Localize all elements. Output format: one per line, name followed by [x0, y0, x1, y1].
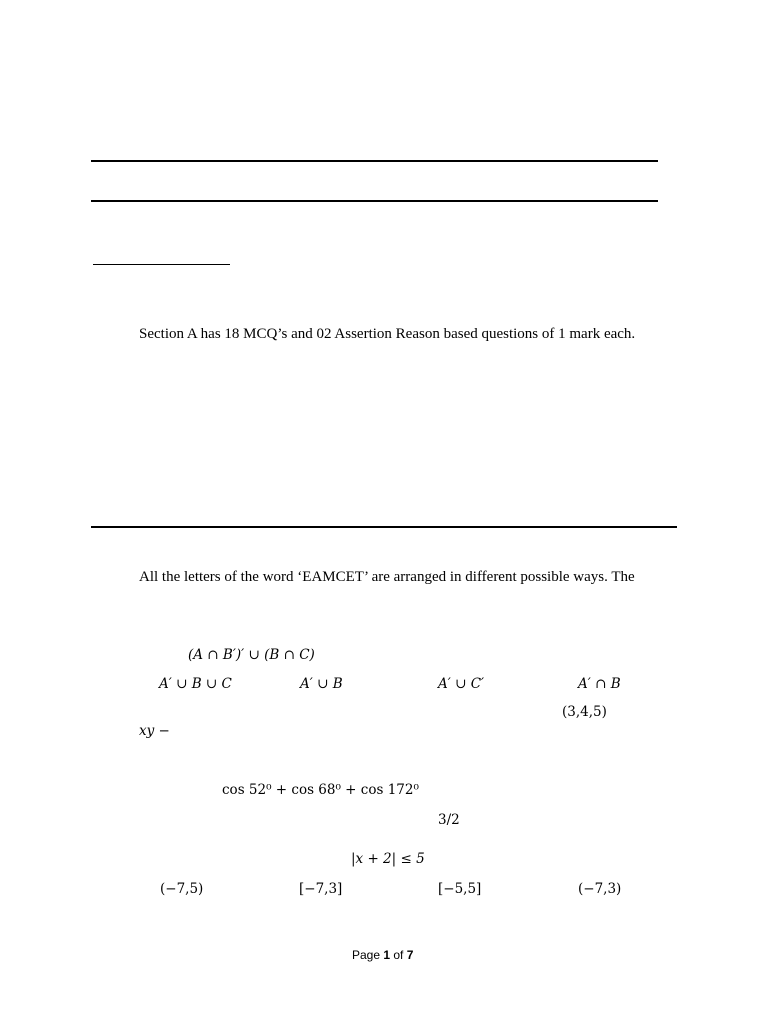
trig-value: 3/2: [438, 812, 460, 828]
interval-option-3: [−5,5]: [438, 881, 482, 897]
interval-option-2: [−7,3]: [299, 881, 343, 897]
page-footer: [352, 947, 413, 963]
section-divider: [91, 526, 677, 528]
interval-option-4: (−7,3): [578, 881, 622, 897]
xy-expression: xy −: [139, 723, 170, 739]
abs-inequality: |x + 2| ≤ 5: [351, 851, 425, 867]
page-prefix: Page: [352, 948, 384, 962]
set-expression: (A ∩ B′)′ ∪ (B ∩ C): [188, 647, 315, 663]
page-current: 1: [383, 948, 391, 962]
interval-option-1: (−7,5): [160, 881, 204, 897]
page-total: 7: [406, 948, 414, 962]
header-rule-bottom: [91, 200, 658, 202]
trig-expression: cos 52⁰ + cos 68⁰ + cos 172⁰: [222, 782, 419, 798]
set-option-4: A′ ∩ B: [578, 676, 621, 692]
section-a-instruction: Section A has 18 MCQ’s and 02 Assertion Reason based questions of 1 mark each.: [139, 326, 636, 342]
header-rule-top: [91, 160, 658, 162]
point-coordinates: (3,4,5): [562, 704, 607, 720]
short-underline: [93, 264, 230, 265]
set-option-2: A′ ∪ B: [300, 676, 343, 692]
set-option-3: A′ ∪ C′: [438, 676, 485, 692]
set-option-1: A′ ∪ B ∪ C: [159, 676, 232, 692]
page-of: of: [390, 948, 407, 962]
question-eamcet-text: All the letters of the word ‘EAMCET’ are arranged in different possible ways. The: [139, 569, 635, 585]
